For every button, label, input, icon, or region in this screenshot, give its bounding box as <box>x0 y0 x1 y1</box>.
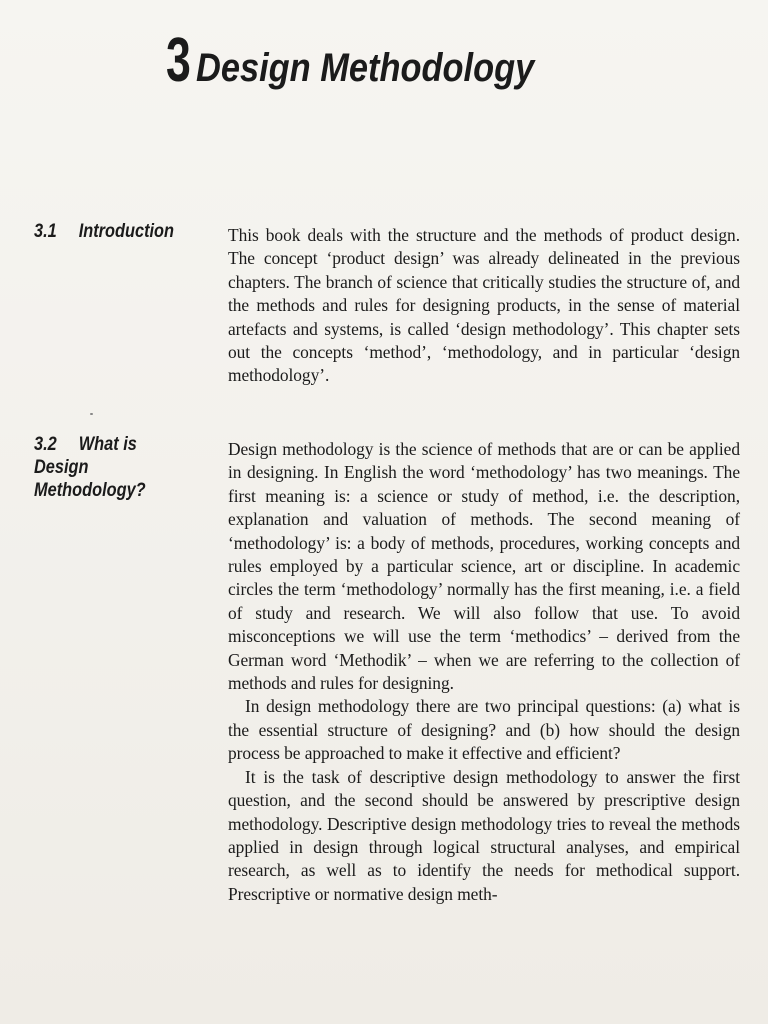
section-title-line: What is <box>78 434 137 455</box>
paragraph: This book deals with the structure and the methods of product design. The concept ‘product design’ was already delineated in the previous chapters. The branch of science that critically studies the structure of, and the methods and rules for designing products, in the sense of material artefacts and systems, is called ‘design methodology’. This chapter sets out the concepts ‘method’, ‘methodology, and in particular ‘design methodology’. <box>228 225 740 386</box>
section-body-design-methodology <box>228 438 740 906</box>
paragraph: It is the task of descriptive design methodology to answer the first question, and the second should be answered by prescriptive design methodology. Descriptive design methodology tries to reveal the methods applied in design through logical structural analyses, and empirical research, as well as to identify the needs for methodical support. Prescriptive or normative design meth- <box>228 766 740 904</box>
section-heading-what-is-design-methodology <box>34 433 146 502</box>
section-title: Introduction <box>78 221 175 242</box>
paragraph: Design methodology is the science of methods that are or can be applied in designing. In English the word ‘methodology’ has two meanings. The first meaning is: a science or study of method, i.e. the description, explanation and valuation of methods. The second meaning of ‘methodology’ is: a body of methods, procedures, working concepts and rules employed by a particular science, art or discipline. In academic circles the term ‘methodology’ normally has the first meaning, i.e. a field of study and research. We will also follow that use. To avoid misconceptions we will use the term ‘methodics’ – derived from the German word ‘Methodik’ – when we are referring to the collection of methods and rules for designing. <box>228 439 740 694</box>
chapter-number: 3 <box>166 26 191 95</box>
section-number: 3.1 <box>34 221 57 242</box>
paragraph: In design methodology there are two principal questions: (a) what is the essential structure of designing? and (b) how should the design process be approached to make it effective and efficient? <box>228 696 740 764</box>
chapter-header <box>166 26 590 95</box>
section-heading-introduction <box>34 220 174 243</box>
section-title-line: Methodology? <box>34 480 146 501</box>
chapter-title: Design Methodology <box>196 46 535 90</box>
page-speck <box>90 413 93 415</box>
section-body-introduction <box>228 224 740 388</box>
section-number: 3.2 <box>34 434 57 455</box>
section-title-line: Design <box>34 457 89 478</box>
